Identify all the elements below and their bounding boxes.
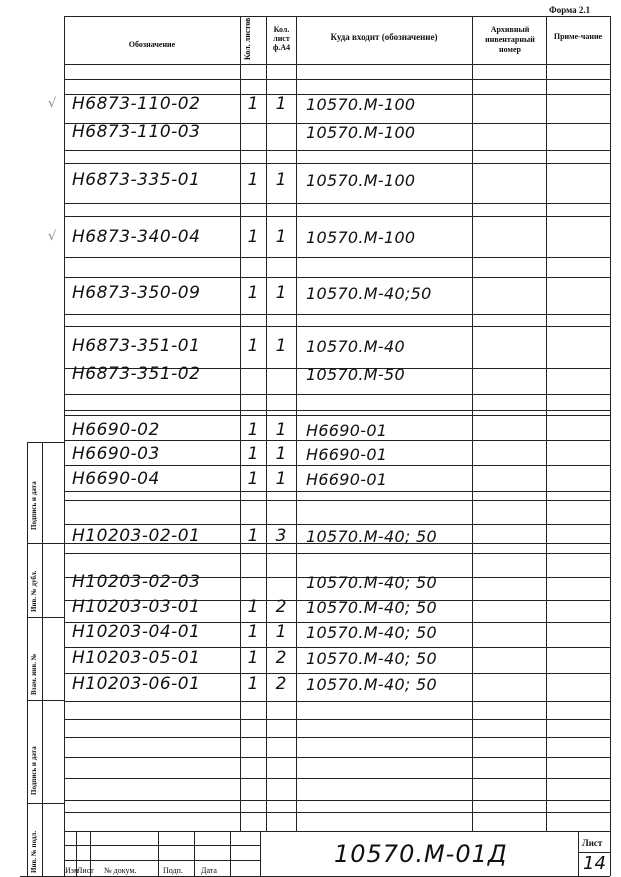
row-where-used: 10570.М-100 (306, 171, 416, 190)
row-designation: Н10203-02-01 (72, 526, 201, 546)
row-where-used: 10570.М-100 (306, 228, 416, 247)
grid-line (64, 150, 610, 151)
row-sheets-a4: 3 (275, 526, 287, 546)
row-where-used: 10570.М-40 (306, 337, 405, 356)
grid-line (64, 757, 610, 758)
frame-right (610, 16, 611, 876)
row-where-used: Н6690-01 (306, 445, 388, 464)
row-sheets: 1 (247, 336, 259, 356)
grid-line (64, 553, 610, 554)
row-designation: Н6873-110-03 (72, 122, 201, 142)
grid-line (64, 415, 610, 416)
side-label-replace-inv: Взам. инв. № (30, 653, 38, 695)
footer-izm: Изм (65, 866, 79, 875)
footer-list: Лист (77, 866, 94, 875)
row-sheets-a4: 1 (275, 469, 287, 489)
side-label-sign-date-2: Подпись и дата (30, 746, 38, 795)
row-designation: Н10203-04-01 (72, 622, 201, 642)
grid-line (64, 257, 610, 258)
row-designation: Н6690-03 (72, 444, 160, 464)
side-line-0 (27, 442, 64, 443)
footer-sign: Подп. (163, 866, 183, 875)
row-sheets: 1 (247, 469, 259, 489)
row-where-used: Н6690-01 (306, 470, 388, 489)
row-sheets: 1 (247, 170, 259, 190)
grid-line (64, 491, 610, 492)
grid-line (64, 326, 610, 327)
footer-top-line (64, 831, 610, 832)
header-sheets-count: Кол. листов (243, 17, 252, 60)
footer-date: Дата (201, 866, 217, 875)
row-designation: Н6873-110-02 (72, 94, 201, 114)
row-checkmark: √ (48, 96, 57, 111)
footer-col-d (194, 831, 195, 876)
row-sheets: 1 (247, 597, 259, 617)
header-note: Приме-чание (553, 32, 603, 41)
row-designation: Н10203-06-01 (72, 674, 201, 694)
col-line-4 (472, 16, 473, 831)
row-sheets-a4: 2 (275, 648, 287, 668)
row-sheets-a4: 2 (275, 597, 287, 617)
row-sheets-a4: 1 (275, 622, 287, 642)
row-designation: Н10203-05-01 (72, 648, 201, 668)
side-strip-left (27, 442, 28, 876)
row-designation: Н10203-03-01 (72, 597, 201, 617)
row-sheets-a4: 1 (275, 420, 287, 440)
row-where-used: 10570.М-40; 50 (306, 573, 437, 592)
footer-sheet-no: 14 (583, 853, 606, 874)
row-checkmark: √ (48, 229, 57, 244)
side-label-sign-date-1: Подпись и дата (30, 481, 38, 530)
row-designation: Н6873-351-01 (72, 336, 201, 356)
col-line-2 (266, 16, 267, 831)
footer-doc-code: 10570.М-01Д (334, 840, 508, 868)
row-sheets-a4: 1 (275, 444, 287, 464)
col-line-5 (546, 16, 547, 831)
footer-doc-no: № докум. (104, 866, 137, 875)
row-designation: Н6690-02 (72, 420, 160, 440)
grid-line (64, 79, 610, 80)
row-sheets: 1 (247, 622, 259, 642)
side-strip-mid (42, 442, 43, 876)
row-sheets: 1 (247, 444, 259, 464)
grid-line (64, 203, 610, 204)
grid-line (64, 465, 610, 466)
row-where-used: 10570.М-40; 50 (306, 598, 437, 617)
frame-left (64, 16, 65, 876)
row-designation: Н6873-350-09 (72, 283, 201, 303)
row-where-used: 10570.М-100 (306, 95, 416, 114)
row-designation: Н10203-02-03 (72, 572, 201, 592)
row-where-used: 10570.М-40; 50 (306, 527, 437, 546)
row-sheets: 1 (247, 94, 259, 114)
footer-col-f (260, 831, 261, 876)
grid-line (64, 500, 610, 501)
grid-line (64, 163, 610, 164)
row-designation: Н6690-04 (72, 469, 160, 489)
grid-line (64, 410, 610, 411)
side-line-4 (27, 803, 64, 804)
side-label-inv-orig: Инв. № подл. (30, 830, 38, 873)
footer-col-g (578, 831, 579, 876)
header-archive-no: Архивный инвентарный номер (485, 25, 535, 54)
side-line-2 (27, 617, 64, 618)
header-sheets-a4: Кол. лист ф.А4 (272, 25, 291, 52)
row-sheets-a4: 1 (275, 94, 287, 114)
footer-col-e (230, 831, 231, 876)
grid-line (64, 800, 610, 801)
header-bottom-line (64, 64, 610, 65)
grid-line (64, 277, 610, 278)
grid-line (64, 440, 610, 441)
grid-line (64, 719, 610, 720)
side-line-3 (27, 700, 64, 701)
col-line-3 (296, 16, 297, 831)
side-line-1 (27, 543, 64, 544)
header-where-used: Куда входит (обозначение) (330, 32, 438, 42)
grid-line (64, 778, 610, 779)
row-sheets-a4: 1 (275, 283, 287, 303)
frame-top (64, 16, 610, 17)
row-designation: Н6873-351-02 (72, 364, 201, 384)
row-designation: Н6873-335-01 (72, 170, 201, 190)
footer-col-c (158, 831, 159, 876)
row-where-used: 10570.М-40; 50 (306, 649, 437, 668)
form-label: Форма 2.1 (549, 5, 591, 15)
row-sheets: 1 (247, 526, 259, 546)
grid-line (64, 216, 610, 217)
side-label-inv-dup: Инв. № дубл. (30, 570, 38, 612)
grid-line (64, 394, 610, 395)
col-line-1 (240, 16, 241, 831)
grid-line (64, 701, 610, 702)
row-sheets: 1 (247, 227, 259, 247)
row-where-used: 10570.М-40;50 (306, 284, 432, 303)
row-where-used: Н6690-01 (306, 421, 388, 440)
grid-line (64, 737, 610, 738)
row-where-used: 10570.М-50 (306, 365, 405, 384)
row-sheets: 1 (247, 648, 259, 668)
row-sheets-a4: 1 (275, 336, 287, 356)
grid-line (64, 812, 610, 813)
row-designation: Н6873-340-04 (72, 227, 201, 247)
header-designation: Обозначение (128, 40, 176, 49)
grid-line (64, 314, 610, 315)
row-sheets-a4: 2 (275, 674, 287, 694)
row-sheets: 1 (247, 283, 259, 303)
row-where-used: 10570.М-40; 50 (306, 623, 437, 642)
row-sheets-a4: 1 (275, 170, 287, 190)
grid-line (64, 524, 610, 525)
row-sheets-a4: 1 (275, 227, 287, 247)
row-where-used: 10570.М-40; 50 (306, 675, 437, 694)
row-where-used: 10570.М-100 (306, 123, 416, 142)
row-sheets: 1 (247, 420, 259, 440)
footer-sheet-label: Лист (582, 838, 603, 848)
row-sheets: 1 (247, 674, 259, 694)
